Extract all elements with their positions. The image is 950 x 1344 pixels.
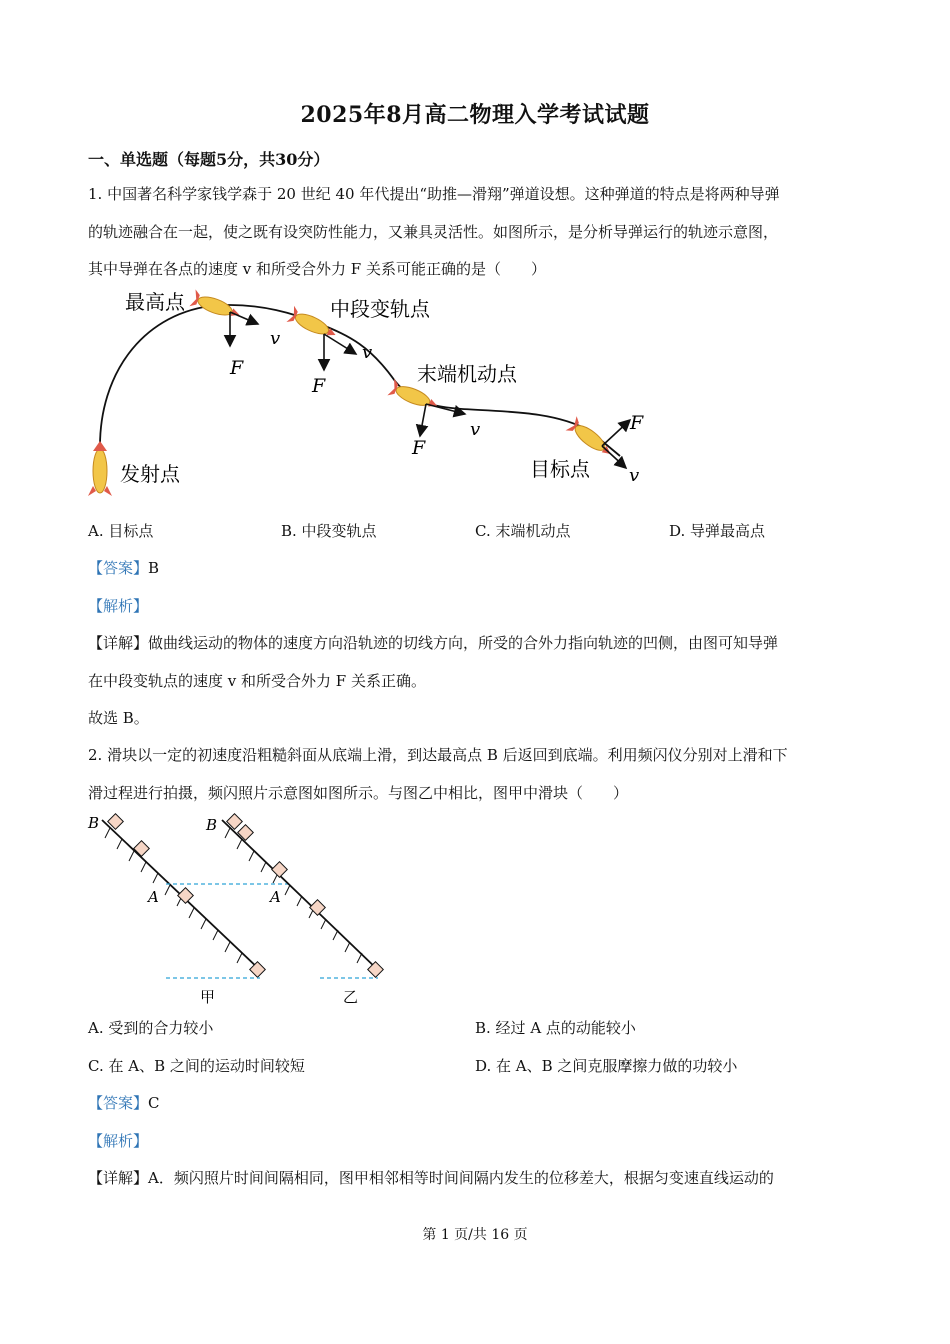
trajectory-curve: [100, 305, 620, 456]
label-b-jia: B: [88, 814, 100, 832]
velocity-label-top: v: [270, 328, 281, 349]
q1-line-1: 1. 中国著名科学家钱学森于 20 世纪 40 年代提出“助推—滑翔”弹道设想。这种弹道的特点是将两种导弹: [88, 185, 780, 203]
q1-answer: [88, 557, 159, 578]
q2-detail-line-1: 【详解】A．频闪照片时间间隔相同，图甲相邻相等时间间隔内发生的位移差大，根据匀变速直线运动的: [88, 1169, 774, 1187]
q1-analysis-tag: 【解析】: [88, 597, 149, 615]
label-top: 最高点: [125, 290, 185, 314]
missile-trajectory-figure: [80, 286, 670, 506]
force-label-end: F: [412, 437, 426, 459]
label-a-yi: A: [270, 888, 281, 906]
q2-answer-tag: 【答案】: [88, 1094, 149, 1112]
force-label-mid: F: [312, 375, 326, 397]
incline-figure: [80, 810, 400, 1010]
q1-option-b: B. 中段变轨点: [281, 522, 377, 540]
velocity-label-mid: v: [362, 342, 373, 363]
q1-option-c: C. 末端机动点: [475, 522, 571, 540]
q2-line-1: 2. 滑块以一定的初速度沿粗糙斜面从底端上滑，到达最高点 B 后返回到底端。利用频闪仪分别对上滑和下: [88, 746, 788, 764]
q2-option-d: D. 在 A、B 之间克服摩擦力做的功较小: [475, 1057, 738, 1075]
page-title: 2025年8月高二物理入学考试试题: [300, 102, 650, 128]
label-end: 末端机动点: [417, 362, 517, 386]
q1-option-a: A. 目标点: [88, 522, 154, 540]
q2-detail-tag: 【详解】: [88, 1169, 149, 1187]
incline-jia: [87, 814, 290, 1006]
velocity-label-target: v: [629, 465, 640, 486]
launch-rocket-icon: [88, 441, 112, 496]
incline-yi: [205, 814, 383, 1006]
label-b-yi: B: [206, 816, 218, 834]
q2-answer: [88, 1092, 160, 1113]
velocity-label-end: v: [470, 419, 481, 440]
q1-detail-line-2: 在中段变轨点的速度 v 和所受合外力 F 关系正确。: [88, 672, 426, 690]
q1-option-d: D. 导弹最高点: [669, 522, 766, 540]
q1-detail-tag: 【详解】: [88, 634, 149, 652]
label-jia: 甲: [200, 988, 216, 1006]
q1-detail-line-1: 【详解】做曲线运动的物体的速度方向沿轨迹的切线方向，所受的合外力指向轨迹的凹侧，由图可知导弹: [88, 634, 779, 652]
q2-answer-value: C: [148, 1094, 160, 1112]
q1-line-2: 的轨迹融合在一起，使之既有设突防性能力，又兼具灵活性。如图所示，是分析导弹运行的轨迹示意图，: [88, 223, 779, 241]
label-target: 目标点: [530, 457, 590, 481]
label-launch: 发射点: [120, 462, 180, 486]
q1-conclusion: 故选 B。: [88, 709, 149, 727]
force-label-top: F: [230, 357, 244, 379]
section-heading: 一、单选题（每题5分，共30分）: [88, 150, 330, 169]
q1-answer-value: B: [148, 559, 160, 577]
force-label-target: F: [630, 412, 644, 434]
q2-option-b: B. 经过 A 点的动能较小: [475, 1019, 636, 1037]
rocket-top-icon: [189, 289, 242, 323]
q1-line-3: 其中导弹在各点的速度 v 和所受合外力 F 关系可能正确的是（ ）: [88, 260, 546, 278]
label-yi: 乙: [343, 988, 359, 1006]
label-a-jia: A: [148, 888, 159, 906]
q2-option-a: A. 受到的合力较小: [88, 1019, 214, 1037]
q1-answer-tag: 【答案】: [88, 559, 149, 577]
q2-option-c: C. 在 A、B 之间的运动时间较短: [88, 1057, 305, 1075]
label-mid: 中段变轨点: [330, 297, 430, 321]
q2-line-2: 滑过程进行拍摄，频闪照片示意图如图所示。与图乙中相比，图甲中滑块（ ）: [88, 784, 629, 802]
page-footer: 第 1 页/共 16 页: [422, 1227, 528, 1243]
q2-analysis-tag: 【解析】: [88, 1132, 149, 1150]
